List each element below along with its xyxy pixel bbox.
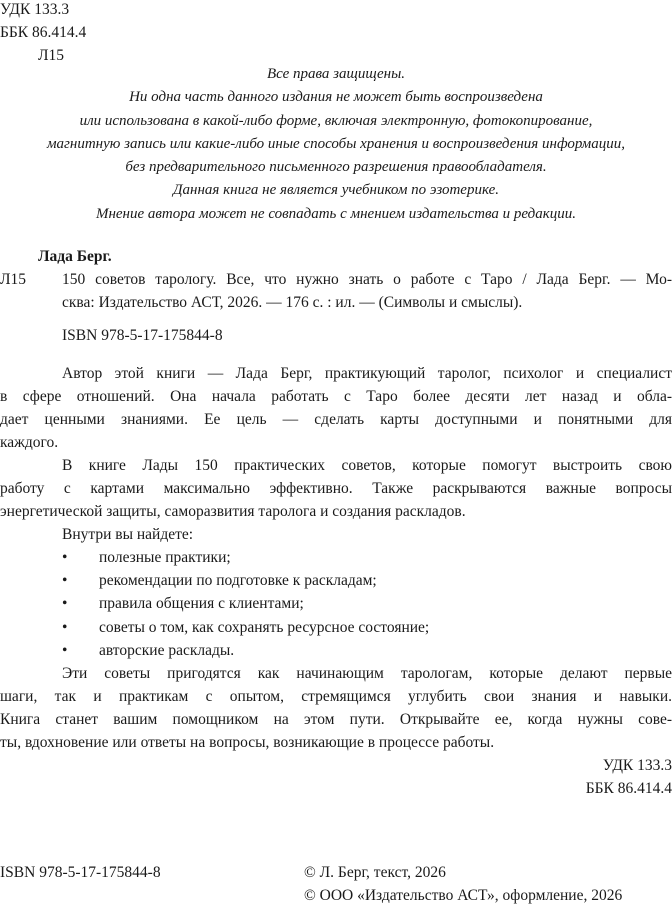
annotation-bbk: ББК 86.414.4 bbox=[585, 779, 672, 797]
bullet-icon: • bbox=[62, 641, 68, 659]
rights-line: Ни одна часть данного издания не может быть воспроизведена bbox=[129, 89, 543, 106]
list-item-text: правила общения с клиентами; bbox=[99, 595, 304, 613]
list-item-text: советы о том, как сохранять ресурсное состояние; bbox=[99, 618, 430, 636]
bullet-icon: • bbox=[62, 549, 68, 566]
copyright-design: © ООО «Издательство АСТ», оформление, 2026 bbox=[304, 887, 623, 904]
list-item bbox=[0, 639, 672, 662]
annotation-line: каждого. bbox=[0, 434, 59, 451]
bbk-code: ББК 86.414.4 bbox=[0, 24, 87, 41]
annotation bbox=[0, 362, 672, 800]
annotation-line: работу с картами максимально эффективно. Также раскрываются важные вопросы bbox=[0, 480, 672, 497]
author-mark: Л15 bbox=[38, 47, 65, 64]
footer-isbn: ISBN 978-5-17-175844-8 bbox=[0, 864, 161, 881]
annotation-udk: УДК 133.3 bbox=[602, 756, 672, 774]
annotation-line: В книге Лады 150 практических советов, которые помогут выстроить свою bbox=[62, 457, 672, 474]
annotation-paragraph-2 bbox=[0, 454, 672, 523]
bibliography-record-line: сква: Издательство АСТ, 2026. — 176 с. : ил. — (Символы и смыслы). bbox=[62, 294, 523, 311]
rights-line: Все права защищены. bbox=[266, 66, 406, 82]
annotation-line: Автор этой книги — Лада Берг, практикующий таролог, психолог и специалист bbox=[62, 365, 672, 382]
list-item-text: полезные практики; bbox=[99, 549, 231, 566]
bibliography-record-line: 150 советов тарологу. Все, что нужно знать о работе с Таро / Лада Берг. — Мо- bbox=[62, 271, 672, 288]
bullet-icon: • bbox=[62, 572, 68, 590]
rights-notice bbox=[0, 63, 672, 226]
annotation-line: ты, вдохновение или ответы на вопросы, возникающие в процессе работы. bbox=[0, 733, 495, 751]
annotation-paragraph-4 bbox=[0, 662, 672, 754]
annotation-line: энергетической защиты, саморазвития таролога и создания раскладов. bbox=[0, 503, 466, 520]
bibliography-author: Лада Берг. bbox=[38, 248, 112, 265]
annotation-paragraph-1 bbox=[0, 362, 672, 454]
annotation-line: дает ценными знаниями. Ее цель — сделать карты доступными и понятными для bbox=[0, 411, 672, 428]
list-item bbox=[0, 592, 672, 615]
rights-line: магнитную запись или какие-либо иные способы хранения и воспроизведения информации, bbox=[46, 135, 625, 152]
list-item-text: рекомендации по подготовке к раскладам; bbox=[99, 572, 377, 590]
annotation-line: в сфере отношений. Она начала работать с Таро более десяти лет назад и обла- bbox=[0, 388, 672, 405]
contents-list bbox=[0, 546, 672, 662]
bibliography-isbn: ISBN 978-5-17-175844-8 bbox=[62, 327, 223, 344]
udk-code: УДК 133.3 bbox=[0, 1, 70, 18]
rights-line: без предварительного письменного разрешения правообладателя. bbox=[125, 159, 547, 176]
annotation-line: Книга станет вашим помощником на этом пути. Открывайте ее, когда нужны сове- bbox=[0, 710, 672, 728]
bibliography-record bbox=[62, 268, 672, 314]
list-item bbox=[0, 546, 672, 569]
copyright-text: © Л. Берг, текст, 2026 bbox=[304, 864, 446, 881]
list-item bbox=[0, 616, 672, 639]
rights-line: Мнение автора может не совпадать с мнением издательства и редакции. bbox=[95, 205, 577, 222]
annotation-line: шаги, так и практикам с опытом, стремящимся углубить свои знания и навыки. bbox=[0, 687, 672, 705]
rights-line: или использована в какой-либо форме, включая электронную, фотокопирование, bbox=[79, 112, 593, 129]
list-item bbox=[0, 569, 672, 592]
annotation-line: Эти советы пригодятся как начинающим тарологам, которые делают первые bbox=[62, 664, 672, 682]
list-item-text: авторские расклады. bbox=[99, 641, 235, 659]
annotation-paragraph-3 bbox=[0, 523, 672, 546]
bullet-icon: • bbox=[62, 595, 68, 613]
rights-line: Данная книга не является учебником по эзотерике. bbox=[172, 182, 500, 199]
bullet-icon: • bbox=[62, 618, 68, 636]
bibliography-author-mark: Л15 bbox=[0, 271, 27, 288]
annotation-line: Внутри вы найдете: bbox=[62, 526, 194, 543]
